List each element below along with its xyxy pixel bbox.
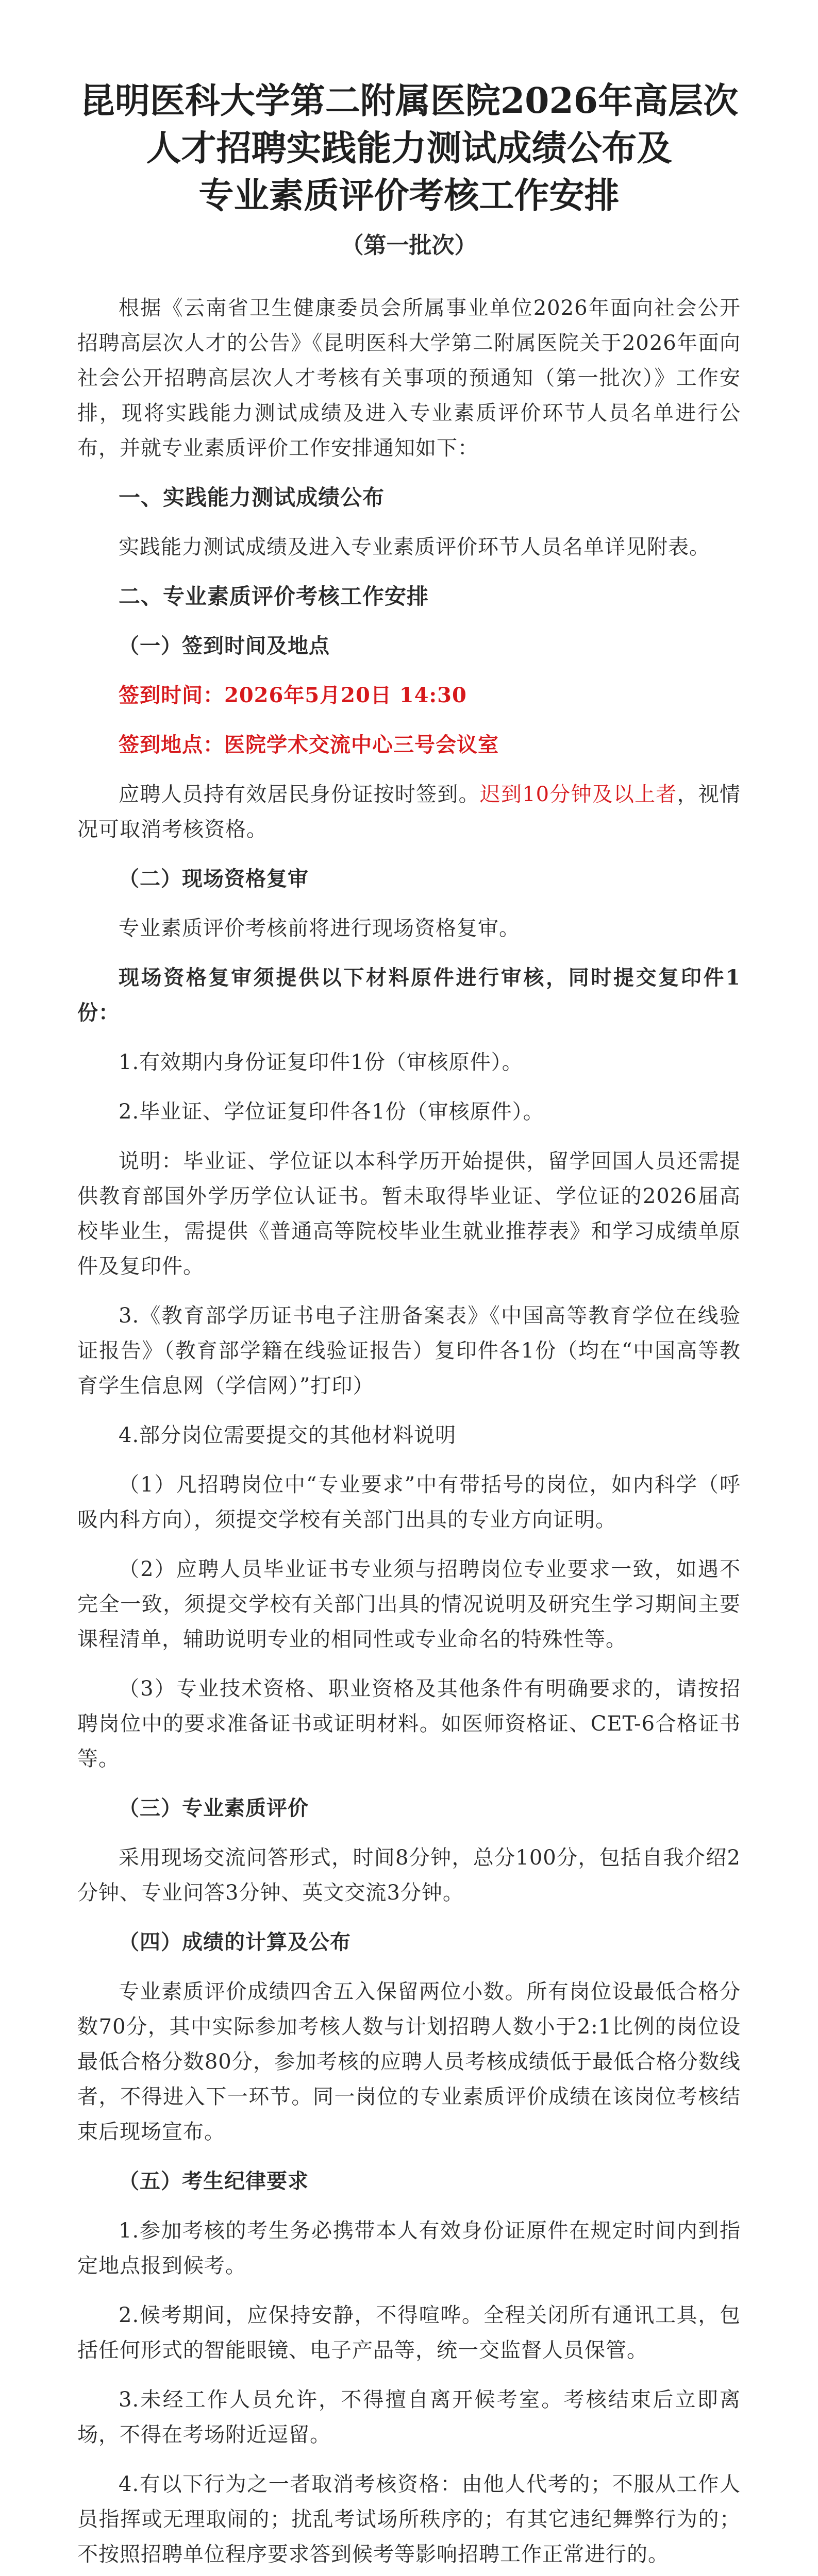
title-line-1: 昆明医科大学第二附属医院2026年高层次: [79, 80, 739, 122]
title-line-3: 专业素质评价考核工作安排: [198, 175, 620, 216]
section-1-heading: 一、实践能力测试成绩公布: [119, 485, 385, 510]
document-subtitle: （第一批次）: [341, 232, 477, 259]
subsection-discipline-heading: （五）考生纪律要求: [119, 2169, 309, 2193]
review-item-4-3: （3）专业技术资格、职业资格及其他条件有明确要求的，请按招聘岗位中的要求准备证书或证明材料。如医师资格证、CET-6合格证书等。: [77, 1677, 741, 1771]
review-item-1: 1.有效期内身份证复印件1份（审核原件）。: [119, 1050, 523, 1074]
review-paragraph-2: 现场资格复审须提供以下材料原件进行审核，同时提交复印件1份：: [77, 965, 741, 1025]
review-item-4: 4.部分岗位需要提交的其他材料说明: [119, 1423, 457, 1447]
review-paragraph-1: 专业素质评价考核前将进行现场资格复审。: [119, 917, 520, 940]
eval-paragraph: 采用现场交流问答形式，时间8分钟，总分100分，包括自我介绍2分钟、专业问答3分钟、英文交流3分钟。: [77, 1846, 741, 1905]
discipline-item-2: 2.候考期间，应保持安静，不得喧哗。全程关闭所有通讯工具，包括任何形式的智能眼镜、电子产品等，统一交监督人员保管。: [77, 2303, 741, 2362]
review-item-2-note: 说明：毕业证、学位证以本科学历开始提供，留学回国人员还需提供教育部国外学历学位认证书。暂未取得毕业证、学位证的2026届高校毕业生，需提供《普通高等院校毕业生就业推荐表》和学习成绩单原件及复印件。: [77, 1149, 741, 1278]
score-paragraph: 专业素质评价成绩四舍五入保留两位小数。所有岗位设最低合格分数70分，其中实际参加考核人数与计划招聘人数小于2:1比例的岗位设最低合格分数80分，参加考核的应聘人员考核成绩低于最低合格分数线者，不得进入下一环节。同一岗位的专业素质评价成绩在该岗位考核结束后现场宣布。: [77, 1980, 741, 2144]
subsection-score-heading: （四）成绩的计算及公布: [119, 1930, 351, 1954]
discipline-item-1: 1.参加考核的考生务必携带本人有效身份证原件在规定时间内到指定地点报到候考。: [77, 2219, 741, 2278]
signin-note: [77, 777, 741, 847]
review-item-4-1: （1）凡招聘岗位中“专业要求”中有带括号的岗位，如内科学（呼吸内科方向），须提交学校有关部门出具的专业方向证明。: [77, 1473, 741, 1532]
discipline-item-3: 3.未经工作人员允许，不得擅自离开候考室。考核结束后立即离场，不得在考场附近逗留。: [77, 2388, 741, 2447]
signin-place: 签到地点：医院学术交流中心三号会议室: [119, 733, 499, 757]
review-item-3: 3.《教育部学历证书电子注册备案表》《中国高等教育学位在线验证报告》（教育部学籍在线验证报告）复印件各1份（均在“中国高等教育学生信息网（学信网）”打印）: [77, 1304, 741, 1398]
review-item-4-2: （2）应聘人员毕业证书专业须与招聘岗位专业要求一致，如遇不完全一致，须提交学校有关部门出具的情况说明及研究生学习期间主要课程清单，辅助说明专业的相同性或专业命名的特殊性等。: [77, 1557, 741, 1651]
discipline-item-4: 4.有以下行为之一者取消考核资格：由他人代考的；不服从工作人员指挥或无理取闹的；扰乱考试场所秩序的；有其它违纪舞弊行为的；不按照招聘单位程序要求答到候考等影响招聘工作正常进行的。: [77, 2472, 741, 2566]
title-line-2: 人才招聘实践能力测试成绩公布及: [146, 128, 672, 169]
review-item-2: 2.毕业证、学位证复印件各1份（审核原件）。: [119, 1100, 544, 1124]
subsection-review-heading: （二）现场资格复审: [119, 867, 309, 891]
subsection-eval-heading: （三）专业素质评价: [119, 1796, 309, 1820]
signin-time: 签到时间：2026年5月20日 14:30: [119, 683, 467, 707]
signin-note-a: 应聘人员持有效居民身份证按时签到。: [119, 783, 480, 806]
subsection-signin-heading: （一）签到时间及地点: [119, 634, 330, 658]
signin-note-late: 迟到10分钟及以上者: [479, 783, 677, 806]
document-title: [77, 77, 741, 219]
section-2-heading: 二、专业素质评价考核工作安排: [119, 584, 429, 609]
section-1-paragraph: 实践能力测试成绩及进入专业素质评价环节人员名单详见附表。: [119, 535, 710, 559]
signin-note-c: ，视情况可取消考核资格。: [77, 783, 741, 841]
intro-paragraph: 根据《云南省卫生健康委员会所属事业单位2026年面向社会公开招聘高层次人才的公告》《昆明医科大学第二附属医院关于2026年面向社会公开招聘高层次人才考核有关事项的预通知（第一批次）》工作安排，现将实践能力测试成绩及进入专业素质评价环节人员名单进行公布，并就专业素质评价工作安排通知如下：: [77, 296, 741, 460]
